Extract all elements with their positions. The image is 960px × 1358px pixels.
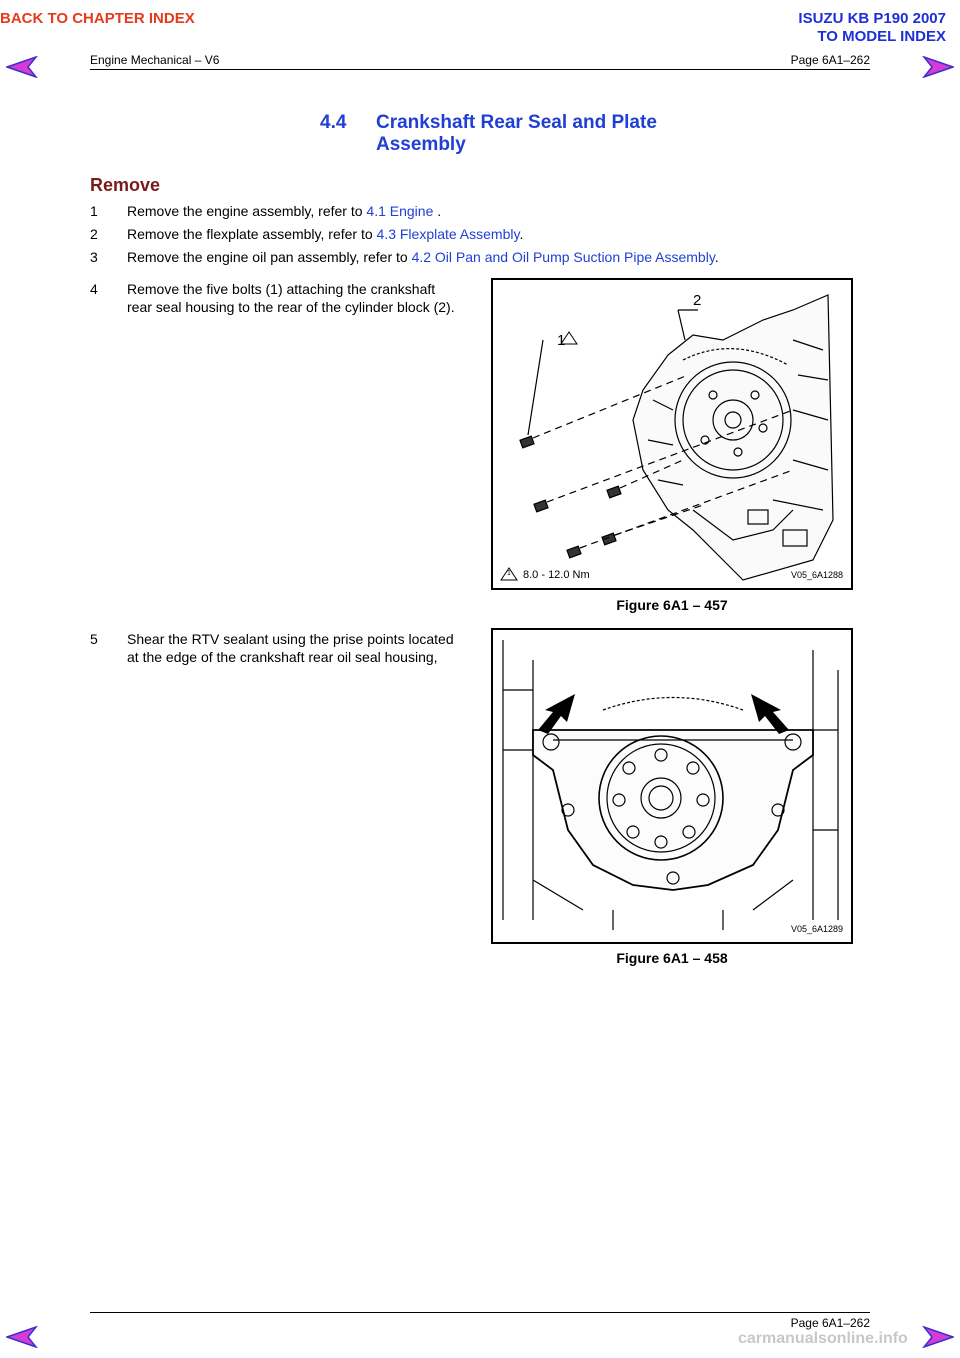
figure-457-caption: Figure 6A1 – 457 [616, 597, 728, 613]
figure-code: V05_6A1288 [790, 570, 843, 580]
step-number: 4 [90, 281, 98, 297]
figure-458 [491, 628, 853, 944]
to-model-index-link[interactable]: TO MODEL INDEX [817, 28, 946, 45]
model-title: ISUZU KB P190 2007 [798, 10, 946, 27]
header-rule [90, 69, 870, 70]
step-text-line2: rear seal housing to the rear of the cylinder block (2). [127, 299, 455, 315]
step-text-line2: at the edge of the crankshaft rear oil seal housing, [127, 649, 438, 665]
rear-seal-housing-illustration [493, 630, 851, 942]
next-page-arrow-icon[interactable] [922, 56, 954, 78]
step-number: 3 [90, 249, 98, 265]
step-text-end: . [433, 203, 442, 219]
figure-457 [491, 278, 853, 590]
oil-pan-link[interactable]: 4.2 Oil Pan and Oil Pump Suction Pipe Assembly [411, 249, 715, 265]
header-left-text: Engine Mechanical – V6 [90, 53, 220, 67]
header-page-number: Page 6A1–262 [790, 53, 870, 67]
remove-subheading: Remove [90, 175, 161, 195]
step-text-end: . [714, 249, 719, 265]
section-number: 4.4 [320, 112, 347, 133]
footer-page-number: Page 6A1–262 [790, 1316, 870, 1330]
figure-code: V05_6A1289 [790, 924, 843, 934]
footer-previous-arrow-icon[interactable] [6, 1326, 38, 1348]
torque-spec: 8.0 - 12.0 Nm [523, 569, 590, 581]
figure-458-caption: Figure 6A1 – 458 [616, 950, 728, 966]
step-number: 5 [90, 631, 98, 647]
prise-point-arrow-right [751, 694, 789, 734]
back-to-chapter-index-link[interactable]: BACK TO CHAPTER INDEX [0, 10, 195, 27]
section-title-line1: Crankshaft Rear Seal and Plate [376, 112, 657, 133]
previous-page-arrow-icon[interactable] [6, 56, 38, 78]
engine-link[interactable]: 4.1 Engine [366, 203, 434, 219]
callout-1: 1 [557, 332, 566, 349]
step-text-end: . [519, 226, 524, 242]
torque-marker: 1 [507, 570, 511, 577]
engine-block-bolts-illustration [493, 280, 851, 588]
step-text: Remove the engine assembly, refer to [127, 203, 367, 219]
footer-rule [90, 1312, 870, 1313]
callout-2: 2 [693, 292, 702, 309]
prise-point-arrow-left [538, 694, 575, 734]
step-number: 1 [90, 203, 98, 219]
section-title-line2: Assembly [376, 134, 466, 155]
step-text-line1: Shear the RTV sealant using the prise points located [127, 631, 454, 647]
step-text: Remove the flexplate assembly, refer to [127, 226, 377, 242]
step-text: Remove the engine oil pan assembly, refer to [127, 249, 412, 265]
footer-next-arrow-icon[interactable] [922, 1326, 954, 1348]
step-text-line1: Remove the five bolts (1) attaching the crankshaft [127, 281, 436, 297]
flexplate-assembly-link[interactable]: 4.3 Flexplate Assembly [376, 226, 520, 242]
step-number: 2 [90, 226, 98, 242]
watermark: carmanualsonline.info [738, 1330, 908, 1347]
